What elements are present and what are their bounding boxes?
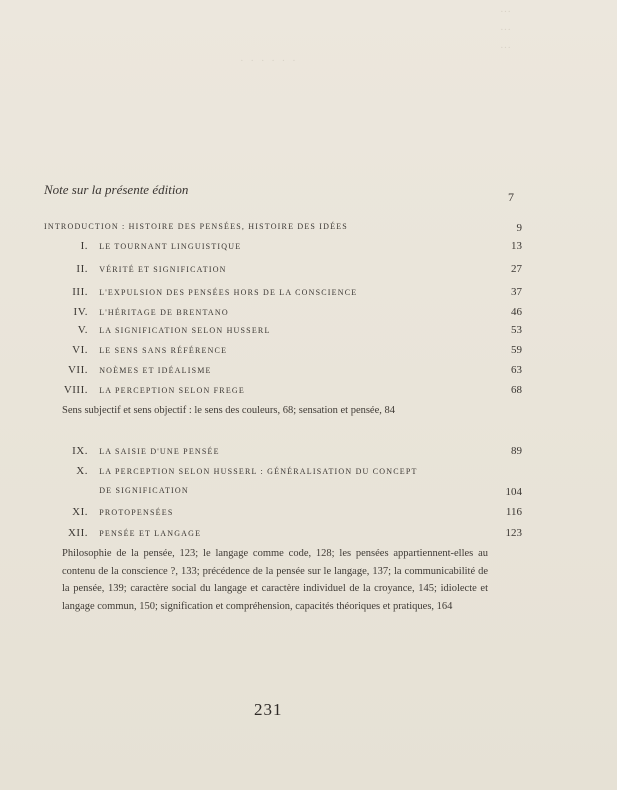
toc-entry (44, 384, 524, 396)
toc-entry (44, 286, 524, 298)
toc-entry (44, 344, 524, 356)
note-page-number: 7 (508, 190, 514, 204)
page-number: 231 (254, 700, 283, 719)
toc-entry-title: PENSÉE ET LANGAGE (99, 529, 202, 538)
toc-entry-page: 53 (511, 324, 522, 336)
toc-entry-page: 63 (511, 364, 522, 376)
chapter-numeral: IV. (73, 306, 88, 318)
toc-entry (44, 465, 524, 477)
chapter-numeral: IX. (72, 445, 88, 457)
bleed-through-text: ··· (500, 42, 511, 54)
toc-entry (44, 240, 524, 252)
toc-subentry-text: Sens subjectif et sens objectif : le sens des couleurs, 68; sensation et pensée, 84 (62, 405, 396, 416)
toc-entry (44, 222, 524, 234)
toc-entry-page: 104 (505, 486, 522, 498)
chapter-numeral: XI. (72, 506, 88, 518)
chapter-numeral: III. (72, 286, 88, 298)
toc-entry-title: INTRODUCTION : HISTOIRE DES PENSÉES, HISTOIRE DES IDÉES (44, 222, 348, 231)
toc-entry-title: L'EXPULSION DES PENSÉES HORS DE LA CONSCIENCE (99, 288, 358, 297)
chapter-numeral: II. (76, 263, 88, 275)
toc-entry-title: LE SENS SANS RÉFÉRENCE (99, 346, 228, 355)
chapter-numeral: VII. (67, 364, 88, 376)
toc-entry-page: 13 (511, 240, 522, 252)
chapter-numeral: XII. (67, 527, 88, 539)
toc-entry-title: PROTOPENSÉES (99, 508, 174, 517)
chapter-numeral: I. (80, 240, 88, 252)
toc-entry-title: LA SIGNIFICATION SELON HUSSERL (99, 326, 271, 335)
toc-entry-title: NOÈMES ET IDÉALISME (99, 366, 212, 375)
toc-entry-page: 46 (511, 306, 522, 318)
toc-entry-page: 123 (505, 527, 522, 539)
toc-entry (44, 445, 524, 457)
note-heading: Note sur la présente édition (44, 182, 189, 197)
toc-entry-page: 27 (511, 263, 522, 275)
toc-entry (44, 527, 524, 539)
toc-entry (44, 324, 524, 336)
toc-entry-page: 116 (505, 506, 522, 518)
chapter-numeral: X. (76, 465, 88, 477)
toc-entry-page: 89 (511, 445, 522, 457)
toc-entry-title: LA PERCEPTION SELON FREGE (99, 386, 245, 395)
toc-entry-title: VÉRITÉ ET SIGNIFICATION (99, 265, 227, 274)
toc-entry-title: LE TOURNANT LINGUISTIQUE (99, 242, 242, 251)
bleed-through-text: · · · · · · (240, 55, 298, 67)
toc-entry (44, 364, 524, 376)
bleed-through-text: ··· (500, 6, 511, 18)
chapter-numeral: VIII. (63, 384, 88, 396)
toc-entry (44, 263, 524, 275)
toc-entry (44, 306, 524, 318)
toc-entry-title: L'HÉRITAGE DE BRENTANO (99, 308, 229, 317)
toc-entry-title: LA SAISIE D'UNE PENSÉE (99, 447, 220, 456)
toc-entry-title: DE SIGNIFICATION (99, 486, 189, 495)
chapter-numeral: VI. (72, 344, 88, 356)
toc-subentry-text: Philosophie de la pensée, 123; le langage comme code, 128; les pensées appartiennent-elles au contenu de la conscience ?, 133; précédence de la pensée sur le langage, 137; la communicabilité de la pensée, 139; caractère social du langage et caractère individuel de la croyance, 145; idiolecte et langage commun, 150; signification et compréhension, capacités théoriques et pratiques, 164 (62, 548, 488, 612)
chapter-numeral: V. (77, 324, 88, 336)
bleed-through-text: ··· (500, 24, 511, 36)
toc-entry-page: 68 (511, 384, 522, 396)
toc-entry-page: 9 (516, 222, 522, 234)
toc-entry (44, 506, 524, 518)
toc-entry-page: 37 (511, 286, 522, 298)
toc-entry-page: 59 (511, 344, 522, 356)
toc-entry (44, 486, 524, 498)
toc-entry-title: LA PERCEPTION SELON HUSSERL : GÉNÉRALISATION DU CONCEPT (99, 467, 418, 476)
